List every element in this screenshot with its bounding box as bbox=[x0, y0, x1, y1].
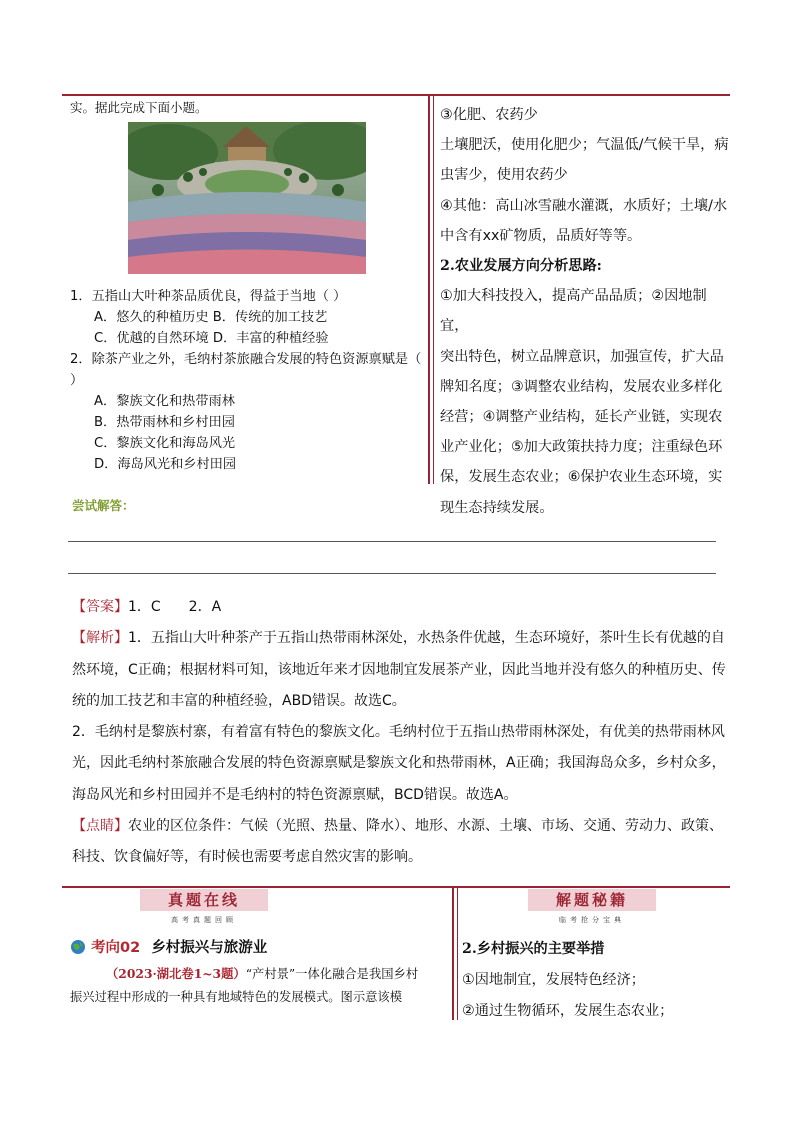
analysis-tag: 【解析】 bbox=[72, 630, 128, 647]
right-banner bbox=[528, 889, 656, 925]
q1-options-cd: C．优越的自然环境 D．丰富的种植经验 bbox=[94, 331, 329, 346]
intro-text bbox=[70, 99, 208, 117]
tips-line: 中含有xx矿物质，品质好等等。 bbox=[440, 227, 642, 244]
answer-analysis bbox=[72, 592, 728, 874]
tips-line: 土壤肥沃，使用化肥少；气温低/气候干旱，病 bbox=[440, 137, 729, 154]
exam-source-line bbox=[70, 962, 445, 986]
kaoxiang-heading bbox=[70, 936, 267, 959]
tips-body-line: ①加大科技投入，提高产品品质；②因地制宜， bbox=[440, 288, 707, 335]
tip-line: 科技、饮食偏好等，有时候也需要考虑自然灾害的影响。 bbox=[72, 849, 422, 866]
q2-option-b: B．热带雨林和乡村田园 bbox=[94, 415, 235, 430]
tips-body-line: 业产业化；⑤加大政策扶持力度；注重绿色环 bbox=[440, 439, 723, 456]
answer-line-2[interactable] bbox=[68, 573, 716, 574]
exam-source-line-2: 振兴过程中形成的一种具有地域特色的发展模式。图示意该模 bbox=[70, 990, 403, 1004]
answer-row bbox=[72, 592, 728, 623]
globe-icon bbox=[70, 939, 86, 959]
left-banner-subtitle: 高考真题回顾 bbox=[171, 916, 237, 924]
right-banner-subtitle: 临考抢分宝典 bbox=[559, 916, 625, 924]
analysis-line: 2．毛纳村是黎族村寨，有着富有特色的黎族文化。毛纳村位于五指山热带雨林深处，有优美的热带雨林风 bbox=[72, 724, 725, 741]
question-block bbox=[70, 286, 430, 475]
tips-line: ③化肥、农药少 bbox=[440, 107, 538, 123]
tea-garden-illustration bbox=[128, 122, 366, 274]
tips-line: 虫害少，使用农药少 bbox=[440, 167, 568, 184]
bottom-column-divider bbox=[452, 888, 454, 1020]
measures-item: ②通过生物循环，发展生态农业； bbox=[462, 1003, 674, 1019]
try-answer-label: 尝试解答： bbox=[72, 498, 135, 513]
q2-option-d: D．海岛风光和乡村田园 bbox=[94, 457, 237, 472]
tips-body-line: 现生态持续发展。 bbox=[440, 499, 554, 516]
answer-tag: 【答案】 bbox=[72, 599, 128, 615]
measures-item: ①因地制宜，发展特色经济； bbox=[462, 972, 645, 988]
tips-body-line: 牌知名度；③调整农业结构，发展农业多样化 bbox=[440, 378, 723, 395]
tips-column bbox=[440, 100, 730, 523]
kaoxiang-title: 乡村振兴与旅游业 bbox=[151, 940, 268, 956]
analysis-line: 光，因此毛纳村茶旅融合发展的特色资源禀赋是黎族文化和热带雨林，A正确；我国海岛众多，乡村众多， bbox=[72, 755, 726, 772]
q1-options-ab: A．悠久的种植历史 B．传统的加工技艺 bbox=[94, 310, 328, 325]
analysis-line: 然环境，C正确；根据材料可知，该地近年来才因地制宜发展茶产业，因此当地并没有悠久的种植历史、传 bbox=[72, 661, 726, 678]
tea-garden-photo bbox=[128, 122, 366, 274]
exam-source-paragraph bbox=[70, 962, 445, 1009]
tip-row bbox=[72, 811, 728, 842]
tips-heading: 2.农业发展方向分析思路: bbox=[440, 258, 602, 275]
exam-source: （2023·湖北卷1~3题） bbox=[106, 966, 246, 981]
analysis-text: 1．五指山大叶种茶产于五指山热带雨林深处，水热条件优越，生态环境好，茶叶生长有优越的自 bbox=[128, 630, 725, 647]
measures-heading: 2.乡村振兴的主要举措 bbox=[462, 941, 605, 957]
bottom-rule bbox=[62, 886, 730, 888]
q2-option-a: A．黎族文化和热带雨林 bbox=[94, 394, 235, 409]
right-banner-title: 解题秘籍 bbox=[528, 889, 656, 911]
column-divider-inner bbox=[433, 96, 434, 484]
intro-line: 实。据此完成下面小题。 bbox=[70, 100, 208, 115]
tip-text: 农业的区位条件：气候（光照、热量、降水）、地形、水源、土壤、市场、交通、劳动力、政策、 bbox=[128, 818, 723, 835]
left-banner-title: 真题在线 bbox=[140, 889, 268, 911]
kaoxiang-tag: 考向02 bbox=[91, 940, 141, 956]
analysis-line: 海岛风光和乡村田园并不是毛纳村的特色资源禀赋，BCD错误。故选A。 bbox=[72, 786, 518, 803]
tips-body-line: 经营；④调整产业结构，延长产业链，实现农 bbox=[440, 409, 723, 426]
bottom-column-divider-inner bbox=[457, 888, 458, 1020]
answer-text: 1．C 2．A bbox=[128, 599, 222, 615]
exam-source-text: “产村景”一体化融合是我国乡村 bbox=[245, 967, 419, 981]
q2-option-c: C．黎族文化和海岛风光 bbox=[94, 436, 236, 451]
tips-body-line: 保，发展生态农业；⑥保护农业生态环境，实 bbox=[440, 469, 723, 486]
measures-column bbox=[462, 934, 732, 1027]
analysis-row bbox=[72, 623, 728, 654]
tips-line: ④其他：高山冰雪融水灌溉，水质好；土壤/水 bbox=[440, 197, 728, 214]
q2-stem: 2．除茶产业之外，毛纳村茶旅融合发展的特色资源禀赋是（ ） bbox=[70, 352, 422, 388]
answer-line-1[interactable] bbox=[68, 541, 716, 542]
tip-tag: 【点睛】 bbox=[72, 818, 128, 835]
top-rule bbox=[62, 94, 730, 96]
left-banner bbox=[140, 889, 268, 925]
analysis-line: 统的加工技艺和丰富的种植经验，ABD错误。故选C。 bbox=[72, 692, 406, 709]
tips-body-line: 突出特色，树立品牌意识，加强宣传，扩大品 bbox=[440, 348, 724, 365]
q1-stem: 1．五指山大叶种茶品质优良，得益于当地（ ） bbox=[70, 289, 347, 304]
